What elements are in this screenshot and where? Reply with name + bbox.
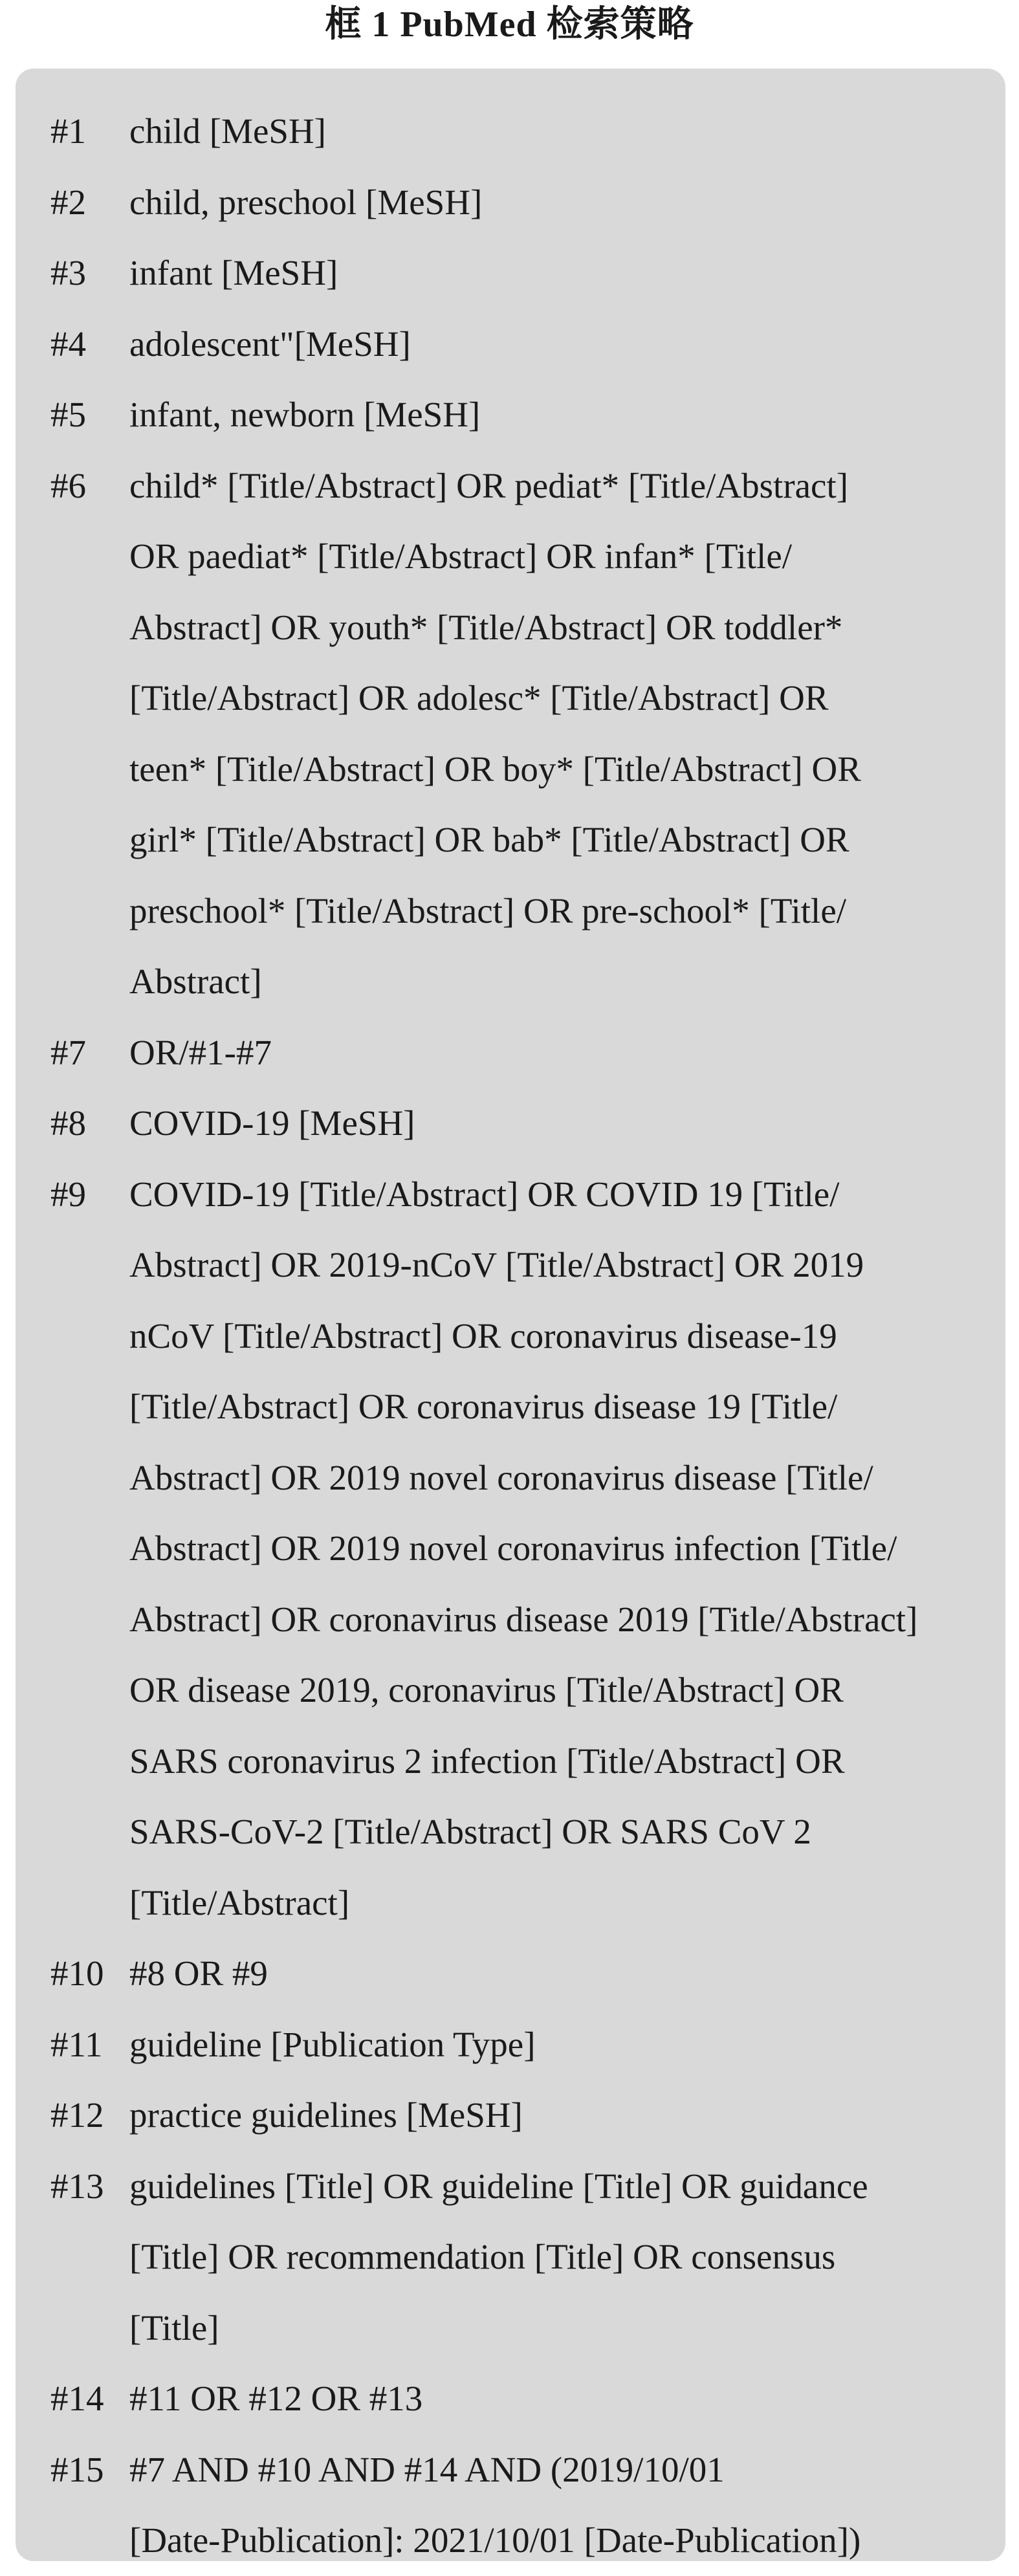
search-step-query	[129, 1159, 990, 1939]
search-step-row	[16, 1017, 1005, 1088]
search-step-query	[129, 379, 990, 450]
search-query-line: Abstract] OR coronavirus disease 2019 [Title/Abstract]	[129, 1599, 918, 1639]
search-query-line: #8 OR #9	[129, 1954, 268, 1993]
search-step-row	[16, 2009, 1005, 2080]
search-query-line: preschool* [Title/Abstract] OR pre-school* [Title/	[129, 890, 847, 930]
search-step-number: #6	[50, 465, 86, 505]
search-step-row	[16, 450, 1005, 1017]
search-step-number: #5	[50, 395, 86, 434]
search-step-row	[16, 309, 1005, 380]
search-query-line: practice guidelines [MeSH]	[129, 2095, 523, 2135]
search-query-line: infant [MeSH]	[129, 253, 338, 292]
search-step-query	[129, 2080, 990, 2151]
search-step-number: #14	[50, 2379, 104, 2418]
search-query-line: [Title/Abstract] OR adolesc* [Title/Abstract] OR	[129, 678, 829, 718]
search-query-line: [Title/Abstract] OR coronavirus disease 19 [Title/	[129, 1387, 838, 1426]
search-step-row	[16, 2434, 1005, 2576]
search-query-line: Abstract]	[129, 962, 262, 1001]
search-step-number: #3	[50, 253, 86, 292]
search-query-line: Abstract] OR 2019 novel coronavirus infection [Title/	[129, 1528, 897, 1568]
search-step-row	[16, 2363, 1005, 2434]
search-step-row	[16, 96, 1005, 167]
search-step-query	[129, 1088, 990, 1159]
search-query-line: [Date-Publication]: 2021/10/01 [Date-Publication])	[129, 2520, 861, 2560]
search-step-row	[16, 1938, 1005, 2009]
search-step-query	[129, 237, 990, 309]
search-step-row	[16, 1088, 1005, 1159]
search-query-line: SARS-CoV-2 [Title/Abstract] OR SARS CoV 2	[129, 1812, 811, 1851]
search-step-number: #15	[50, 2449, 104, 2489]
search-step-number: #2	[50, 182, 86, 222]
search-query-line: child* [Title/Abstract] OR pediat* [Title/Abstract]	[129, 465, 849, 505]
search-query-line: OR/#1-#7	[129, 1032, 272, 1072]
search-step-row	[16, 379, 1005, 450]
search-query-line: COVID-19 [MeSH]	[129, 1103, 415, 1143]
search-step-number: #8	[50, 1103, 86, 1143]
search-step-query	[129, 2363, 990, 2434]
search-query-line: girl* [Title/Abstract] OR bab* [Title/Abstract] OR	[129, 820, 849, 859]
search-step-query	[129, 2434, 990, 2576]
search-step-row	[16, 237, 1005, 309]
search-strategy-box	[16, 69, 1005, 2561]
search-step-query	[129, 1938, 990, 2009]
search-step-number: #12	[50, 2095, 104, 2135]
search-query-line: #11 OR #12 OR #13	[129, 2379, 423, 2418]
search-query-line: OR disease 2019, coronavirus [Title/Abstract] OR	[129, 1670, 844, 1710]
search-step-number: #1	[50, 111, 86, 151]
search-query-line: teen* [Title/Abstract] OR boy* [Title/Abstract] OR	[129, 749, 861, 789]
search-step-row	[16, 2151, 1005, 2364]
search-step-number: #10	[50, 1954, 104, 1993]
search-query-line: Abstract] OR 2019-nCoV [Title/Abstract] OR 2019	[129, 1245, 864, 1284]
search-query-line: [Title/Abstract]	[129, 1882, 350, 1922]
search-step-query	[129, 96, 990, 167]
search-step-query	[129, 309, 990, 380]
search-query-line: adolescent"[MeSH]	[129, 324, 411, 364]
search-query-line: infant, newborn [MeSH]	[129, 395, 481, 434]
search-query-line: OR paediat* [Title/Abstract] OR infan* [Title/	[129, 536, 793, 576]
search-query-line: Abstract] OR youth* [Title/Abstract] OR toddler*	[129, 607, 843, 647]
search-step-number: #9	[50, 1174, 86, 1214]
search-query-line: [Title] OR recommendation [Title] OR consensus	[129, 2237, 836, 2276]
search-query-line: child [MeSH]	[129, 111, 326, 151]
search-query-line: [Title]	[129, 2307, 219, 2348]
search-query-line: guidelines [Title] OR guideline [Title] OR guidance	[129, 2166, 868, 2206]
search-step-query	[129, 450, 990, 1017]
search-step-query	[129, 1017, 990, 1088]
search-step-query	[129, 167, 990, 238]
search-query-line: nCoV [Title/Abstract] OR coronavirus disease-19	[129, 1316, 837, 1356]
search-step-query	[129, 2151, 990, 2364]
search-query-line: Abstract] OR 2019 novel coronavirus disease [Title/	[129, 1457, 873, 1497]
search-query-line: child, preschool [MeSH]	[129, 182, 483, 222]
search-step-row	[16, 1159, 1005, 1939]
search-query-line: #7 AND #10 AND #14 AND (2019/10/01	[129, 2449, 725, 2489]
search-step-number: #11	[50, 2024, 103, 2064]
search-step-query	[129, 2009, 990, 2080]
search-step-row	[16, 2080, 1005, 2151]
search-query-line: COVID-19 [Title/Abstract] OR COVID 19 [Title/	[129, 1174, 840, 1214]
search-step-number: #13	[50, 2166, 104, 2206]
search-step-row	[16, 167, 1005, 238]
search-query-line: SARS coronavirus 2 infection [Title/Abstract] OR	[129, 1741, 845, 1781]
search-step-number: #7	[50, 1032, 86, 1072]
box-title: 框 1 PubMed 检索策略	[325, 5, 694, 45]
search-step-number: #4	[50, 324, 86, 364]
search-query-line: guideline [Publication Type]	[129, 2024, 536, 2064]
